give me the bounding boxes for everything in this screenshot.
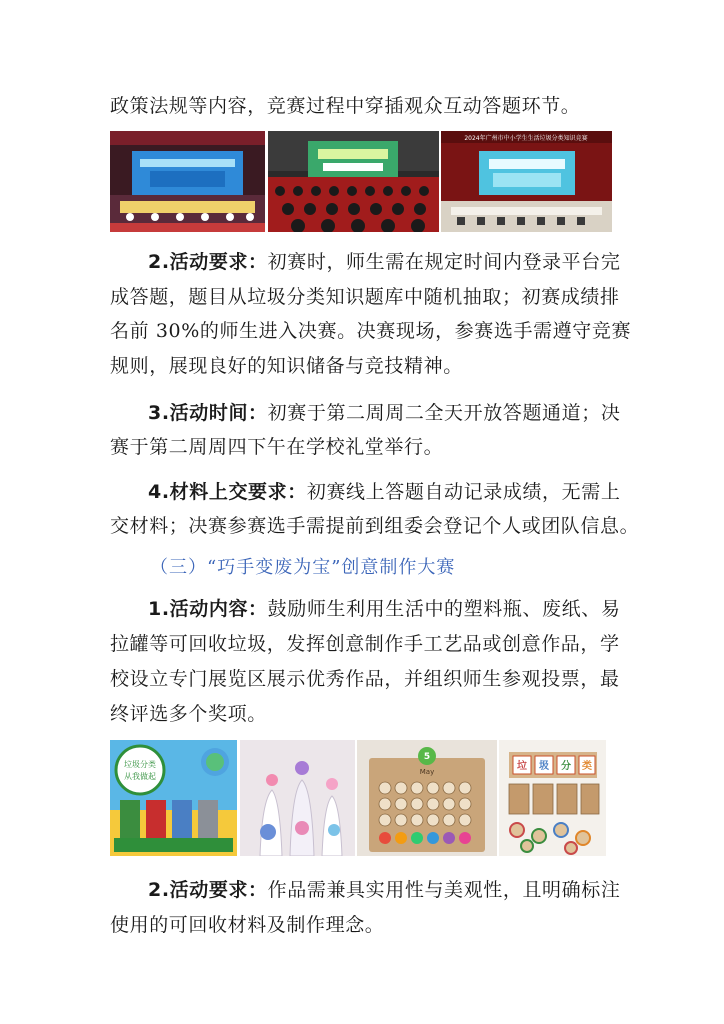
item5-label: 1.活动内容： <box>148 598 268 620</box>
photo-competition-stage <box>110 131 265 232</box>
item5-line2: 拉罐等可回收垃圾，发挥创意制作手工艺品或创意作品，学 <box>110 633 620 655</box>
item2-line3: 名前 30%的师生进入决赛。决赛现场，参赛选手需遵守竞赛 <box>110 320 632 342</box>
box-char-1: 垃 <box>517 761 527 772</box>
photo-craft-calendar <box>357 740 497 856</box>
section-heading: （三）“巧手变废为宝”创意制作大赛 <box>150 557 456 578</box>
sign-text-line1: 垃圾分类 <box>124 760 156 769</box>
item3-line1 <box>148 398 658 425</box>
paragraph-intro-tail: 政策法规等内容，竞赛过程中穿插观众互动答题环节。 <box>110 95 581 117</box>
calendar-month-number: 5 <box>423 752 431 762</box>
item3-label: 3.活动时间： <box>148 402 268 424</box>
item6-line1 <box>148 875 658 902</box>
item2-text1: 初赛时，师生需在规定时间内登录平台完 <box>267 251 621 273</box>
item3-line2: 赛于第二周周四下午在学校礼堂举行。 <box>110 436 444 458</box>
box-char-3: 分 <box>561 761 571 772</box>
item2-line1 <box>148 247 658 274</box>
item2-line2: 成答题，题目从垃圾分类知识题库中随机抽取；初赛成绩排 <box>110 286 620 308</box>
item5-line1 <box>148 594 658 621</box>
item4-text1: 初赛线上答题自动记录成绩，无需上 <box>306 481 621 503</box>
photo-craft-recycle-bins <box>110 740 237 856</box>
item4-label: 4.材料上交要求： <box>148 481 307 503</box>
photo-craft-sorting-boxes <box>499 740 606 856</box>
item4-line2: 交材料；决赛参赛选手需提前到组委会登记个人或团队信息。 <box>110 515 640 537</box>
photo-competition-audience <box>268 131 439 232</box>
photo-competition-hall <box>441 131 612 232</box>
item3-text1: 初赛于第二周周二全天开放答题通道；决 <box>267 402 621 424</box>
box-char-2: 圾 <box>539 761 549 772</box>
item4-line1 <box>148 477 658 504</box>
item2-label: 2.活动要求： <box>148 251 268 273</box>
item5-line4: 终评选多个奖项。 <box>110 703 267 725</box>
box-char-4: 类 <box>582 761 592 772</box>
item2-line4: 规则，展现良好的知识储备与竞技精神。 <box>110 355 463 377</box>
photo-craft-flower-bottles <box>240 740 355 856</box>
stage-banner-text: 2024年广州市中小学生生活垃圾分类知识竞赛 <box>464 135 588 142</box>
item6-line2: 使用的可回收材料及制作理念。 <box>110 914 385 936</box>
item6-text1: 作品需兼具实用性与美观性，且明确标注 <box>267 879 621 901</box>
item5-line3: 校设立专门展览区展示优秀作品，并组织师生参观投票，最 <box>110 668 620 690</box>
item5-text1: 鼓励师生利用生活中的塑料瓶、废纸、易 <box>267 598 621 620</box>
sign-text-line2: 从我做起 <box>124 772 156 781</box>
item6-label: 2.活动要求： <box>148 879 268 901</box>
calendar-month-label: May <box>419 768 435 776</box>
